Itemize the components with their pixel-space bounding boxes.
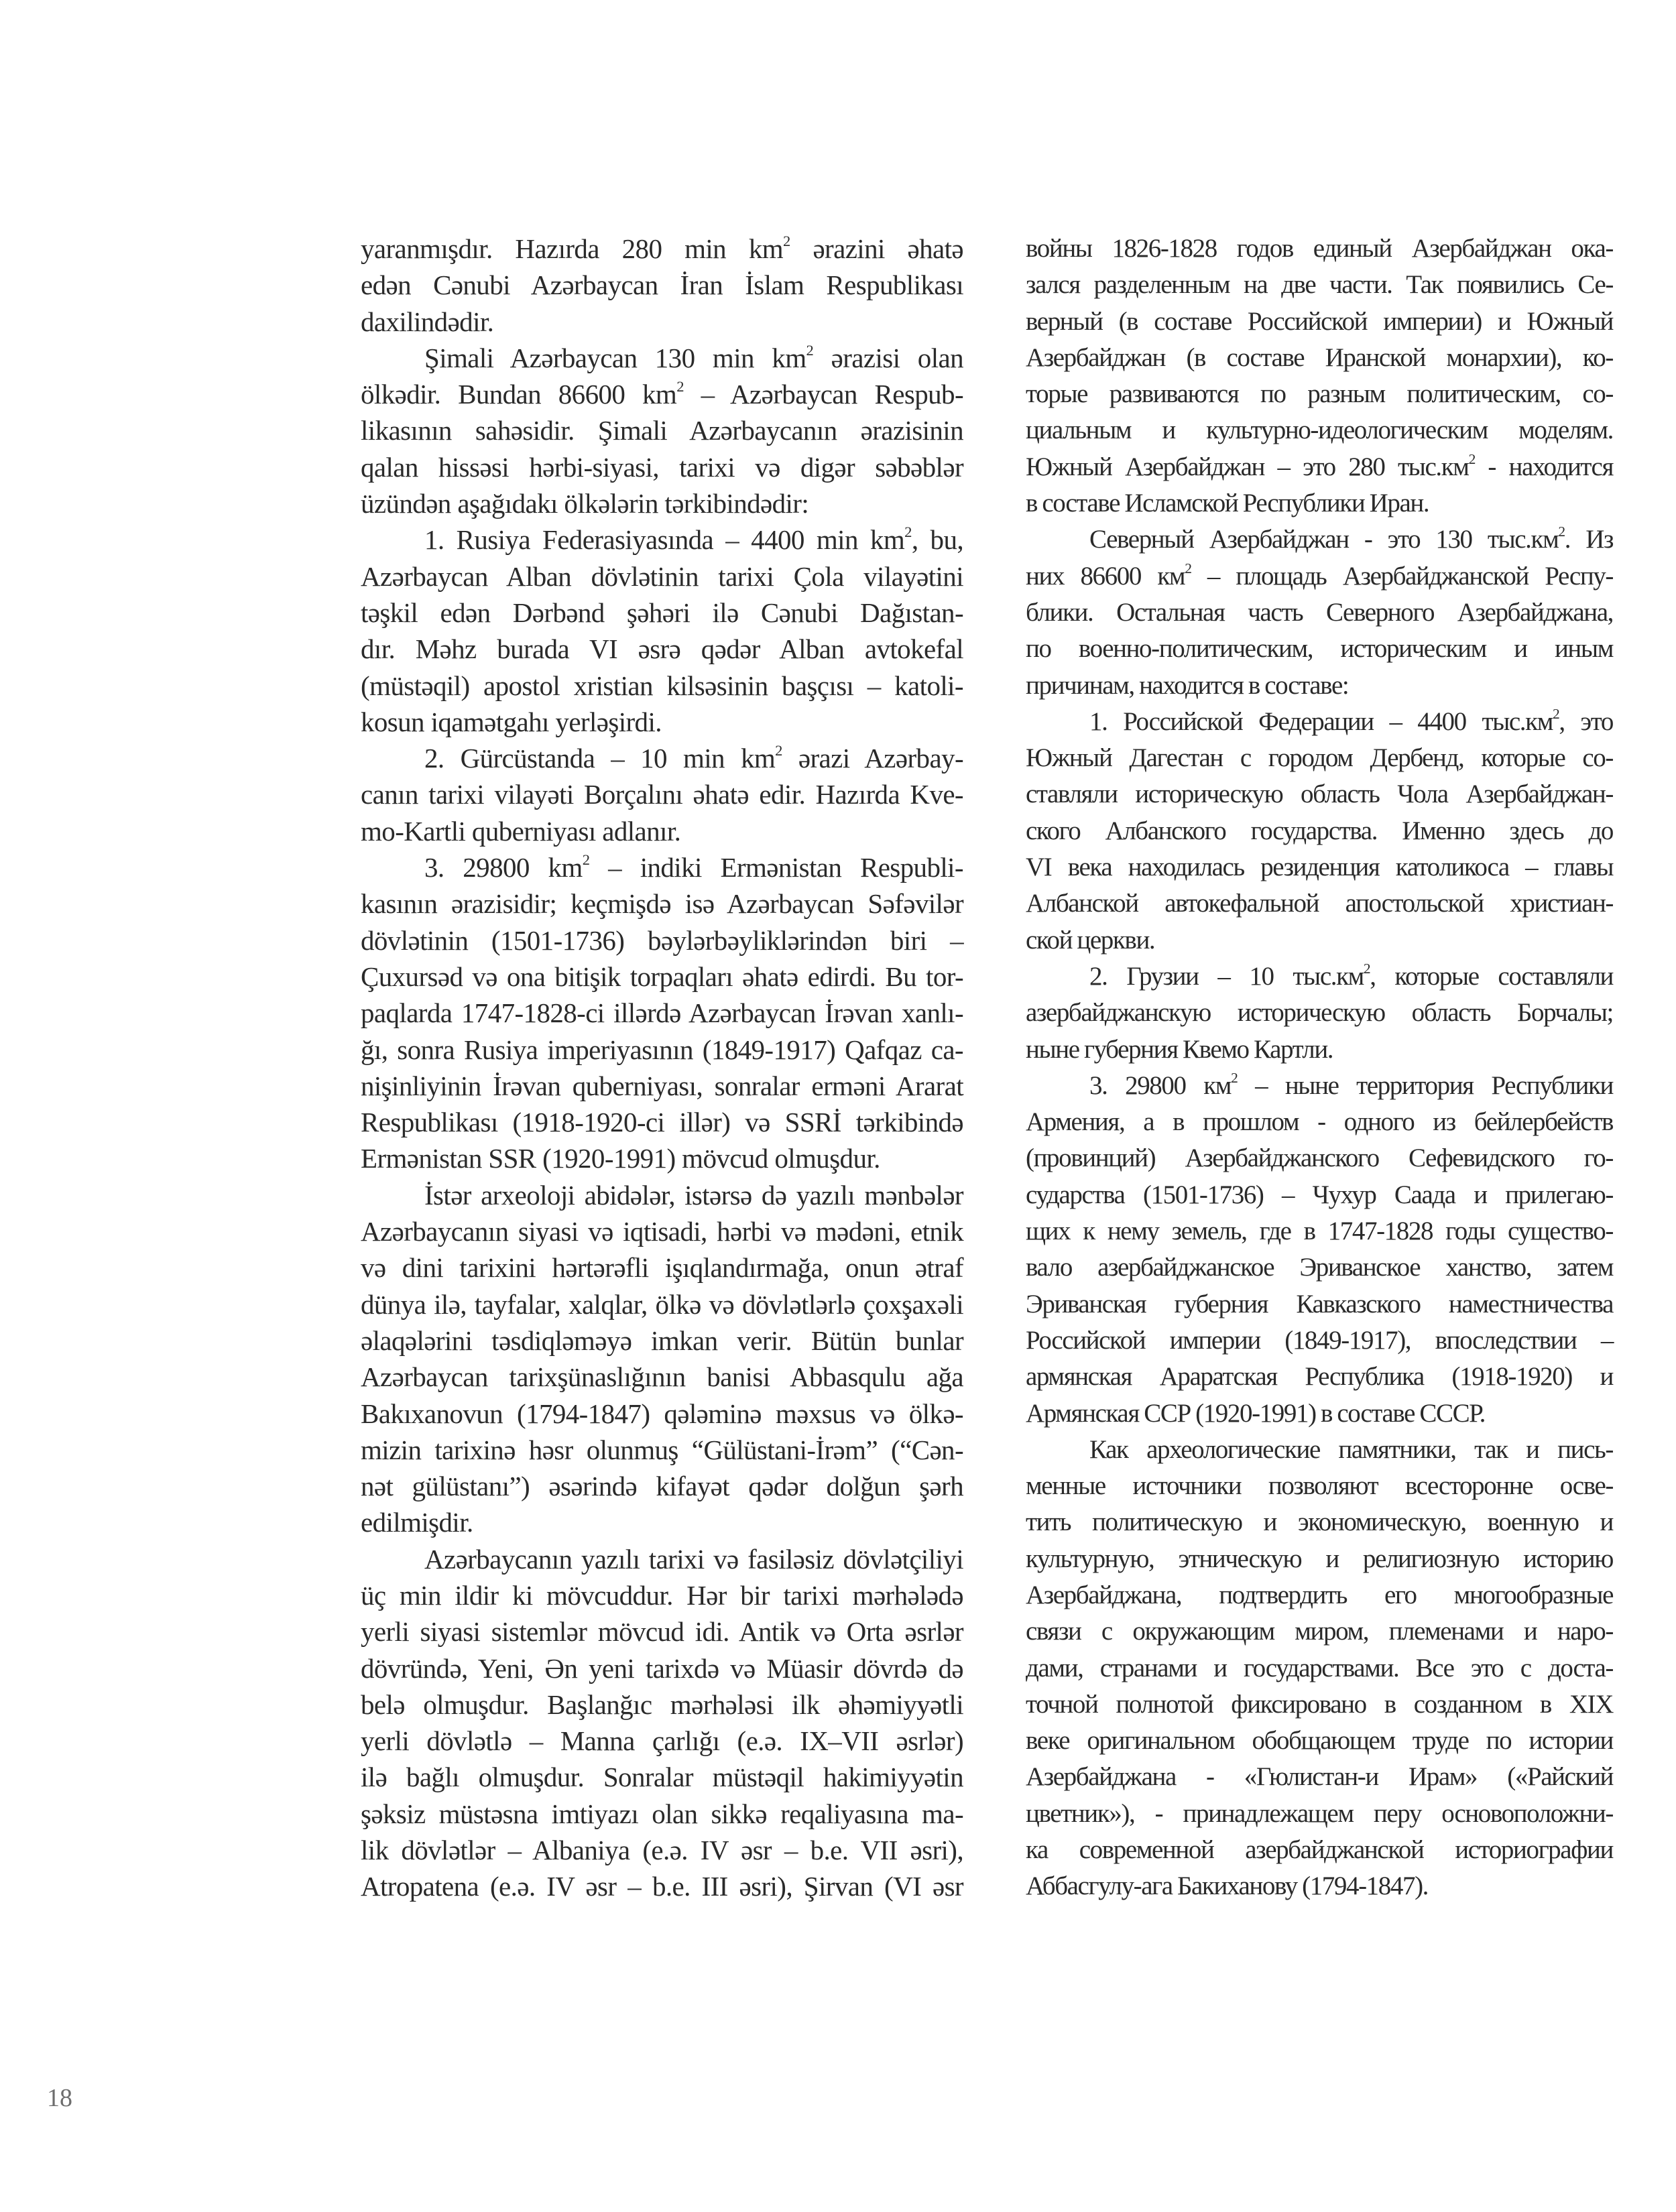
text-line: тить политическую и экономическую, военную и bbox=[1026, 1508, 1613, 1537]
text-line: Azərbaycan tarixşünaslığının banisi Abbasqulu ağa bbox=[361, 1361, 963, 1393]
text-line: Азербайджана, подтвердить его многообразные bbox=[1026, 1580, 1613, 1609]
text-line: них 86600 $км^2$ – площадь Азербайджанской Респу- bbox=[1026, 560, 1613, 591]
text-line: likasının sahəsidir. Şimali Azərbaycanın ərazisinin bbox=[361, 415, 963, 446]
text-line: Эриванская губерния Кавказского наместничества bbox=[1026, 1289, 1613, 1318]
text-line: сударства (1501-1736) – Чухур Саада и прилегаю- bbox=[1026, 1180, 1613, 1209]
text-line: Как археологические памятники, так и пись- bbox=[1089, 1434, 1613, 1464]
text-line: Армянская ССР (1920-1991) в составе СССР. bbox=[1026, 1398, 1485, 1428]
text-line: Азербайджана - «Гюлистан-и Ирам» («Райский bbox=[1026, 1762, 1613, 1792]
text-line: Bakıxanovun (1794-1847) qələminə məxsus və ölkə- bbox=[361, 1398, 963, 1429]
text-line: mo-Kartli quberniyası adlanır. bbox=[361, 815, 681, 847]
text-line: Azərbaycanın siyasi və iqtisadi, hərbi və mədəni, etnik bbox=[361, 1216, 963, 1247]
text-line: üç min ildir ki mövcuddur. Hər bir tarixi mərhələdə bbox=[361, 1579, 963, 1611]
text-line: ilə bağlı olmuşdur. Sonralar müstəqil hakimiyyətin bbox=[361, 1762, 963, 1793]
text-line: зался разделенным на две части. Так появились Се- bbox=[1026, 270, 1613, 300]
text-line: Аббасгулу-ага Бакиханову (1794-1847). bbox=[1026, 1871, 1429, 1901]
text-line: цветник»), - принадлежащем перу основоположни- bbox=[1026, 1798, 1613, 1828]
text-line: qalan hissəsi hərbi-siyasi, tarixi və digər səbəblər bbox=[361, 451, 963, 483]
text-line: Армения, а в прошлом - одного из бейлербейств bbox=[1026, 1107, 1613, 1137]
text-line: şəksiz müstəsna imtiyazı olan sikkə reqaliyasına ma- bbox=[361, 1798, 963, 1829]
text-line: точной полнотой фиксировано в созданном в XIX bbox=[1026, 1689, 1613, 1719]
text-line: ка современной азербайджанской историографии bbox=[1026, 1835, 1613, 1865]
text-line: edilmişdir. bbox=[361, 1507, 473, 1538]
text-line: üzündən aşağıdakı ölkələrin tərkibindədir: bbox=[361, 488, 809, 519]
text-line: 3. 29800 $km^2$ – indiki Ermənistan Respubli- bbox=[424, 851, 963, 883]
text-line: (müstəqil) apostol xristian kilsəsinin başçısı – katoli- bbox=[361, 670, 963, 701]
text-line: Atropatena (e.ə. IV əsr – b.e. III əsri), Şirvan (VI əsr bbox=[361, 1871, 963, 1902]
text-line: ставляли историческую область Чола Азербайджан- bbox=[1026, 780, 1613, 809]
text-line: торые развиваются по разным политическим, со- bbox=[1026, 379, 1613, 409]
text-line: веке оригинальном обобщающем труде по истории bbox=[1026, 1726, 1613, 1756]
text-line: dövlətinin (1501-1736) bəylərbəyliklərindən biri – bbox=[361, 924, 963, 956]
text-line: причинам, находится в составе: bbox=[1026, 670, 1349, 700]
text-line: по военно-политическим, историческим и иным bbox=[1026, 634, 1613, 664]
text-line: верный (в составе Российской империи) и Южный bbox=[1026, 306, 1613, 336]
text-line: daxilindədir. bbox=[361, 306, 494, 337]
text-line: İstər arxeoloji abidələr, istərsə də yazılı mənbələr bbox=[424, 1179, 963, 1211]
text-line: ского Албанского государства. Именно здесь до bbox=[1026, 816, 1613, 845]
text-line: Azərbaycanın yazılı tarixi və fasiləsiz dövlətçiliyi bbox=[424, 1543, 963, 1575]
text-line: yerli siyasi sistemlər mövcud idi. Antik və Orta əsrlər bbox=[361, 1616, 963, 1648]
text-line: canın tarixi vilayəti Borçalını əhatə edir. Hazırda Kve- bbox=[361, 779, 963, 810]
text-line: yaranmışdır. Hazırda 280 $\min km^2$ ərazini əhatə bbox=[361, 232, 963, 264]
text-line: lik dövlətlər – Albaniya (e.ə. IV əsr – b.e. VII əsri), bbox=[361, 1835, 963, 1866]
text-line: və dini tarixini hərtərəfli işıqlandırmağa, onun ətraf bbox=[361, 1252, 963, 1284]
text-line: dünya ilə, tayfalar, xalqlar, ölkə və dövlətlərlə çoxşaxəli bbox=[361, 1288, 963, 1320]
left-column-azerbaijani-text bbox=[361, 231, 963, 1905]
text-line: 2. Грузии – 10 $тыс.км^2$, которые составляли bbox=[1089, 960, 1613, 991]
text-line: ölkədir. Bundan 86600 $km^2$ – Azərbaycan Respub- bbox=[361, 378, 963, 410]
text-line: edən Cənubi Azərbaycan İran İslam Respublikası bbox=[361, 269, 963, 301]
text-line: Azərbaycan Alban dövlətinin tarixi Çola vilayətini bbox=[361, 560, 963, 592]
page-number: 18 bbox=[47, 2084, 72, 2112]
text-line: ныне губерния Квемо Картли. bbox=[1026, 1034, 1333, 1064]
text-line: ğı, sonra Rusiya imperiyasının (1849-1917) Qafqaz ca- bbox=[361, 1034, 963, 1065]
text-line: менные источники позволяют всесторонне осве- bbox=[1026, 1471, 1613, 1501]
text-line: Çuxursəd və ona bitişik torpaqları əhatə edirdi. Bu tor- bbox=[361, 961, 963, 992]
text-line: 2. Gürcüstanda – 10 $\min km^2$ ərazi Azərbay- bbox=[424, 742, 963, 774]
text-line: paqlarda 1747-1828-ci illərdə Azərbaycan İrəvan xanlı- bbox=[361, 997, 963, 1029]
text-line: kasının ərazisidir; keçmişdə isə Azərbaycan Səfəvilər bbox=[361, 888, 963, 920]
text-line: Şimali Azərbaycan 130 $\min km^2$ ərazisi olan bbox=[424, 341, 963, 373]
text-line: блики. Остальная часть Северного Азербайджана, bbox=[1026, 597, 1613, 627]
text-line: щих к нему земель, где в 1747-1828 годы существо- bbox=[1026, 1217, 1613, 1246]
text-line: войны 1826-1828 годов единый Азербайджан ока- bbox=[1026, 234, 1613, 263]
text-line: 1. Российской Федерации – 4400 $тыс.км^2$, это bbox=[1089, 705, 1613, 736]
text-line: связи с окружающим миром, племенами и наро- bbox=[1026, 1617, 1613, 1646]
text-line: nət gülüstanı”) əsərində kifayət qədər dolğun şərh bbox=[361, 1471, 963, 1502]
text-line: (провинций) Азербайджанского Сефевидского го- bbox=[1026, 1144, 1613, 1173]
text-line: Южный Азербайджан – это 280 $тыс.км^2$ - находится bbox=[1026, 450, 1613, 481]
text-line: kosun iqamətgahı yerləşirdi. bbox=[361, 706, 662, 737]
text-line: Respublikası (1918-1920-ci illər) və SSRİ tərkibində bbox=[361, 1107, 963, 1138]
text-line: дами, странами и государствами. Все это с доста- bbox=[1026, 1653, 1613, 1682]
text-line: nişinliyinin İrəvan quberniyası, sonralar erməni Ararat bbox=[361, 1070, 963, 1101]
text-line: mizin tarixinə həsr olunmuş “Gülüstani-İrəm” (“Cən- bbox=[361, 1434, 963, 1465]
text-line: dövründə, Yeni, Ən yeni tarixdə və Müasir dövrdə də bbox=[361, 1652, 963, 1684]
text-line: Азербайджан (в составе Иранской монархии), ко- bbox=[1026, 343, 1613, 372]
text-line: təşkil edən Dərbənd şəhəri ilə Cənubi Dağıstan- bbox=[361, 597, 963, 628]
text-line: VI века находилась резиденция католикоса – главы bbox=[1026, 853, 1613, 882]
text-line: 1. Rusiya Federasiyasında – 4400 $\min km^2$, bu, bbox=[424, 524, 963, 556]
text-line: вало азербайджанское Эриванское ханство, затем bbox=[1026, 1253, 1613, 1282]
text-line: yerli dövlətlə – Manna çarlığı (e.ə. IX–VII əsrlər) bbox=[361, 1725, 963, 1757]
text-line: 3. 29800 $км^2$ – ныне территория Республики bbox=[1089, 1069, 1613, 1100]
text-line: Албанской автокефальной апостольской христиан- bbox=[1026, 889, 1613, 918]
text-line: əlaqələrini təsdiqləməyə imkan verir. Bütün bunlar bbox=[361, 1325, 963, 1356]
text-line: в составе Исламской Республики Иран. bbox=[1026, 489, 1429, 518]
right-column-russian-text bbox=[1026, 231, 1613, 1905]
text-line: армянская Араратская Республика (1918-1920) и bbox=[1026, 1362, 1613, 1392]
text-line: belə olmuşdur. Başlanğıc mərhələsi ilk əhəmiyyətli bbox=[361, 1688, 963, 1720]
text-line: dır. Məhz burada VI əsrə qədər Alban avtokefal bbox=[361, 633, 963, 665]
text-line: азербайджанскую историческую область Борчалы; bbox=[1026, 998, 1613, 1028]
text-line: Южный Дагестан с городом Дербенд, которые со- bbox=[1026, 743, 1613, 773]
text-line: ской церкви. bbox=[1026, 925, 1155, 955]
text-line: культурную, этническую и религиозную историю bbox=[1026, 1544, 1613, 1573]
text-line: Северный Азербайджан - это 130 $тыс.км^2$. Из bbox=[1089, 524, 1613, 554]
text-line: циальным и культурно-идеологическим моделям. bbox=[1026, 416, 1613, 445]
text-line: Российской империи (1849-1917), впоследствии – bbox=[1026, 1325, 1613, 1355]
text-line: Ermənistan SSR (1920-1991) mövcud olmuşdur. bbox=[361, 1143, 880, 1174]
